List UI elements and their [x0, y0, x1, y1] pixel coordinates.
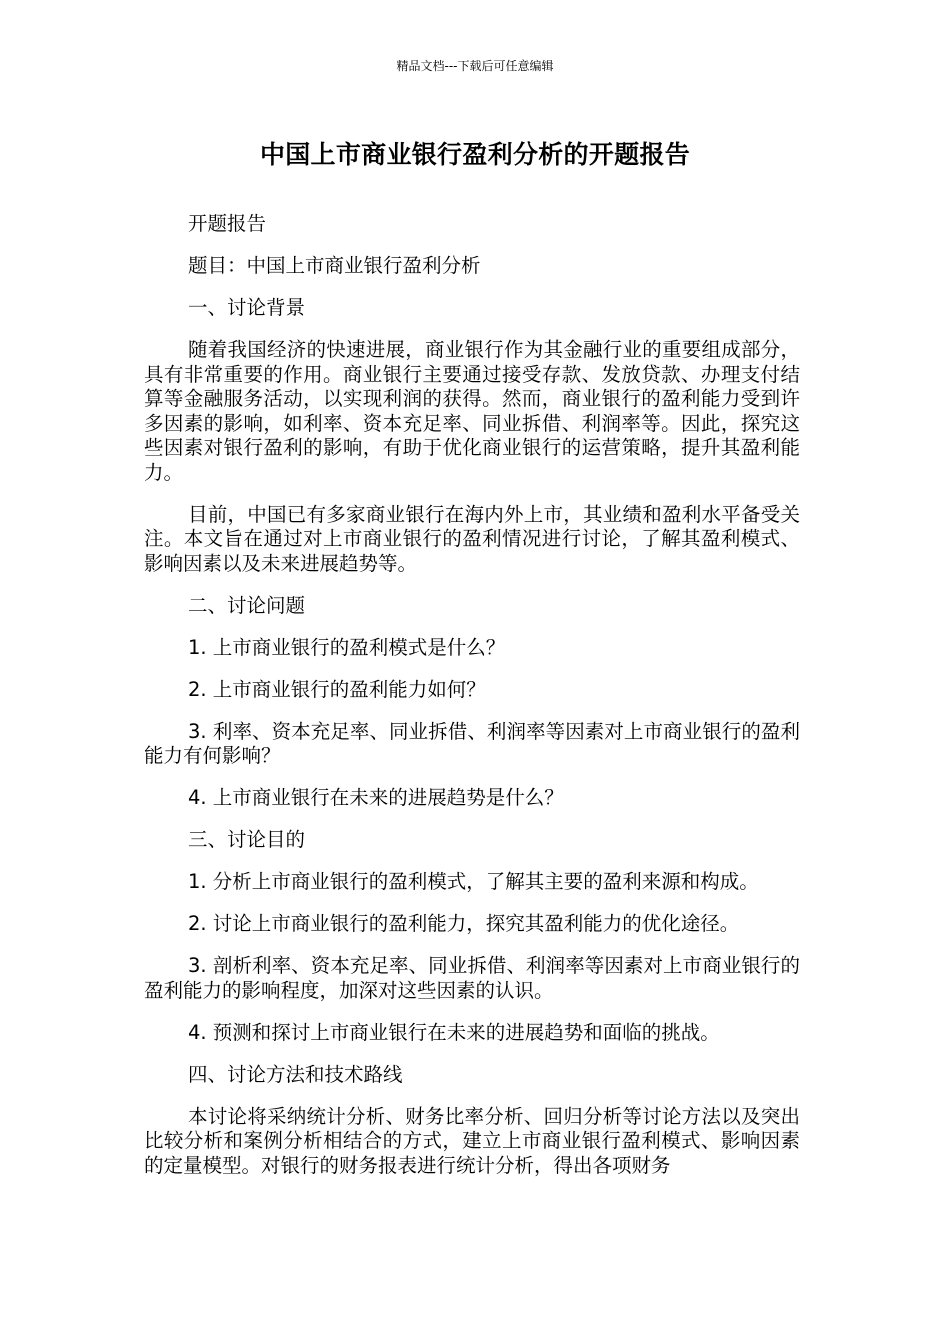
document-title: 中国上市商业银行盈利分析的开题报告: [259, 140, 691, 169]
paragraph: 随着我国经济的快速进展，商业银行作为其金融行业的重要组成部分，具有非常重要的作用。商业银行主要通过接受存款、发放贷款、办理支付结算等金融服务活动，以实现利润的获得。然而，商业银行的盈利能力受到许多因素的影响，如利率、资本充足率、同业拆借、利润率等。因此，探究这些因素对银行盈利的影响，有助于优化商业银行的运营策略，提升其盈利能力。: [144, 338, 800, 484]
section-heading: 一、讨论背景: [188, 296, 306, 319]
section-heading: 二、讨论问题: [188, 593, 306, 617]
list-item: 1. 上市商业银行的盈利模式是什么？: [188, 635, 506, 659]
paragraph: 开题报告: [188, 212, 267, 235]
list-item: 4. 预测和探讨上市商业银行在未来的进展趋势和面临的挑战。: [188, 1020, 720, 1044]
paragraph: 目前，中国已有多家商业银行在海内外上市，其业绩和盈利水平备受关注。本文旨在通过对上市商业银行的盈利情况进行讨论，了解其盈利模式、影响因素以及未来进展趋势等。: [144, 502, 800, 575]
page-header: 精品文档---下载后可任意编辑: [396, 59, 554, 73]
list-item: 3. 利率、资本充足率、同业拆借、利润率等因素对上市商业银行的盈利能力有何影响？: [144, 719, 800, 767]
paragraph: 本讨论将采纳统计分析、财务比率分析、回归分析等讨论方法以及突出比较分析和案例分析相结合的方式，建立上市商业银行盈利模式、影响因素的定量模型。对银行的财务报表进行统计分析，得出各项财务: [144, 1104, 800, 1177]
list-item: 2. 讨论上市商业银行的盈利能力，探究其盈利能力的优化途径。: [188, 912, 740, 935]
document-body: [144, 212, 800, 1196]
list-item: 1. 分析上市商业银行的盈利模式，了解其主要的盈利来源和构成。: [188, 870, 759, 893]
list-item: 3. 剖析利率、资本充足率、同业拆借、利润率等因素对上市商业银行的盈利能力的影响程度，加深对这些因素的认识。: [144, 954, 800, 1002]
section-heading: 三、讨论目的: [188, 828, 306, 851]
list-item: 2. 上市商业银行的盈利能力如何？: [188, 677, 486, 701]
paragraph: 题目：中国上市商业银行盈利分析: [188, 254, 481, 277]
list-item: 4. 上市商业银行在未来的进展趋势是什么？: [188, 786, 564, 809]
section-heading: 四、讨论方法和技术路线: [188, 1062, 403, 1086]
